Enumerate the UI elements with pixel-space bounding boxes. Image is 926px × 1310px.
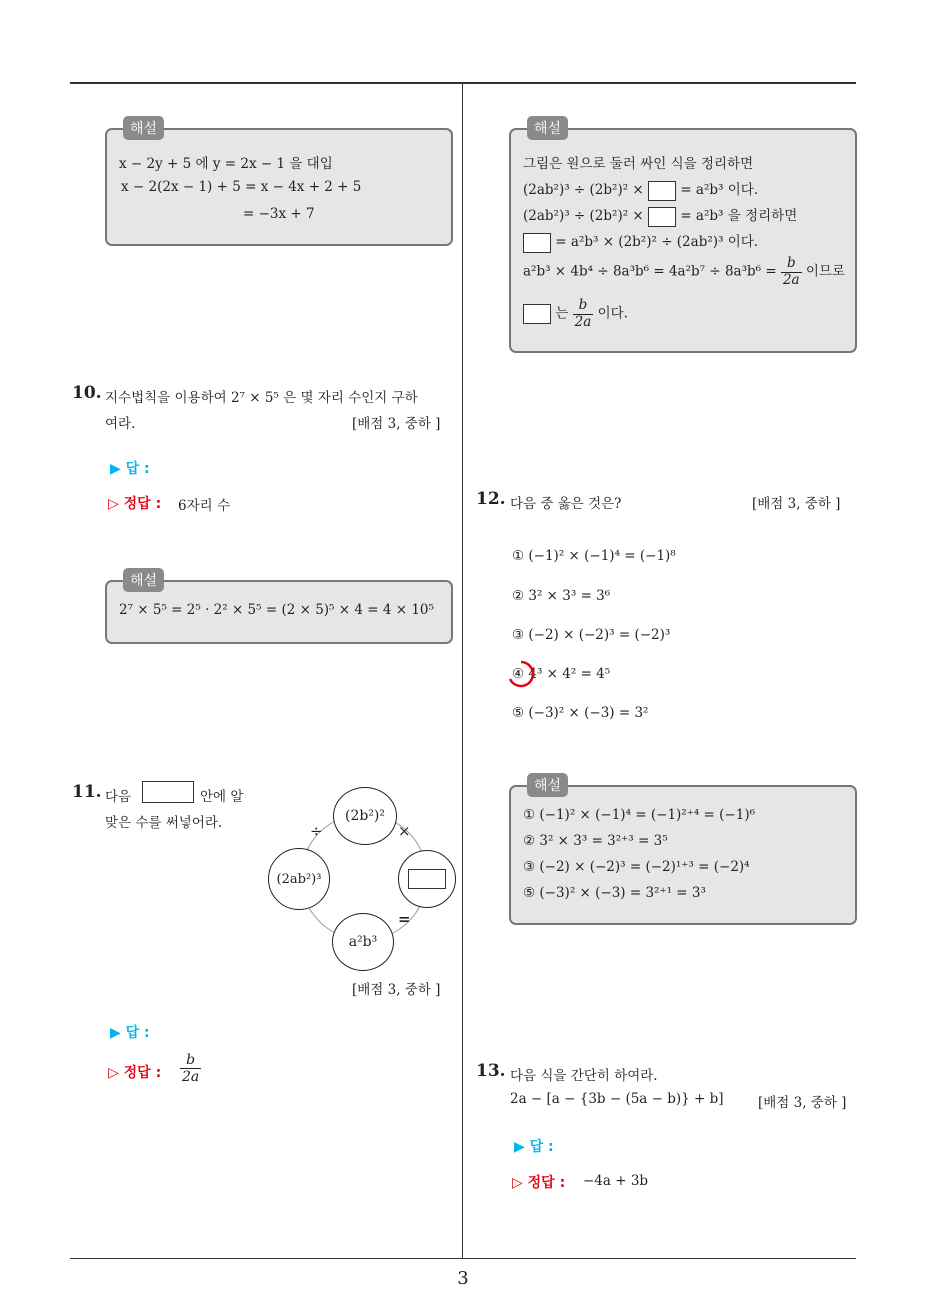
solution-tag: 해설 bbox=[527, 116, 568, 140]
solution-line bbox=[523, 230, 758, 253]
question-text: 맞은 수를 써넣어라. bbox=[105, 815, 223, 831]
correct-label: ▷ 정답 : bbox=[108, 1065, 162, 1081]
score-label: [배점 3, 중하 ] bbox=[752, 496, 841, 512]
option-3[interactable]: ③ (−2) × (−2)³ = (−2)³ bbox=[512, 627, 671, 643]
solution-line bbox=[523, 178, 758, 201]
correct-answer: −4a + 3b bbox=[583, 1173, 649, 1189]
solution-text: = a²b³ × (2b²)² ÷ (2ab²)³ 이다. bbox=[555, 234, 759, 250]
bottom-rule bbox=[70, 1258, 856, 1259]
divide-operator: ÷ bbox=[310, 822, 323, 840]
column-divider bbox=[462, 84, 463, 1258]
question-text: 여라. bbox=[105, 416, 136, 432]
score-label: [배점 3, 중하 ] bbox=[352, 416, 441, 432]
option-5[interactable]: ⑤ (−3)² × (−3) = 3² bbox=[512, 705, 649, 721]
solution-text: = a²b³ 을 정리하면 bbox=[680, 208, 798, 224]
question-number: 10. bbox=[72, 383, 102, 403]
correct-answer-fraction bbox=[180, 1052, 201, 1085]
question-number: 12. bbox=[476, 489, 506, 509]
diagram-node-right bbox=[398, 850, 456, 908]
blank-box bbox=[408, 869, 446, 889]
solution-box-3 bbox=[509, 121, 857, 353]
solution-text: (2ab²)³ ÷ (2b²)² × bbox=[523, 182, 644, 198]
solution-box-1 bbox=[105, 121, 453, 246]
solution-text: (2ab²)³ ÷ (2b²)² × bbox=[523, 208, 644, 224]
option-1[interactable]: ① (−1)² × (−1)⁴ = (−1)⁸ bbox=[512, 548, 676, 564]
solution-line bbox=[523, 256, 845, 288]
blank-box bbox=[523, 233, 551, 253]
solution-tag: 해설 bbox=[123, 568, 164, 592]
diagram-node-top: (2b²)² bbox=[333, 787, 397, 845]
diagram-node-left: (2ab²)³ bbox=[268, 848, 330, 910]
score-label: [배점 3, 중하 ] bbox=[758, 1095, 847, 1111]
diagram-node-bottom: a²b³ bbox=[332, 913, 394, 971]
option-2[interactable]: ② 3² × 3³ = 3⁶ bbox=[512, 588, 611, 604]
question-expression: 2a − [a − {3b − (5a − b)} + b] bbox=[510, 1091, 724, 1107]
fraction-denominator: 2a bbox=[574, 313, 592, 330]
answer-label: ▶ 답 : bbox=[110, 461, 150, 477]
solution-text: = a²b³ 이다. bbox=[680, 182, 759, 198]
solution-line: x − 2y + 5 에 y = 2x − 1 을 대입 bbox=[119, 156, 333, 172]
question-text: 다음 중 옳은 것은? bbox=[510, 496, 622, 512]
solution-box-4 bbox=[509, 778, 857, 925]
blank-box bbox=[523, 304, 551, 324]
solution-line: ③ (−2) × (−2)³ = (−2)¹⁺³ = (−2)⁴ bbox=[523, 859, 750, 875]
fraction-numerator: b bbox=[573, 298, 594, 315]
correct-label: ▷ 정답 : bbox=[512, 1175, 566, 1191]
solution-box-2 bbox=[105, 573, 453, 644]
equals-operator: = bbox=[398, 910, 411, 928]
blank-box bbox=[648, 181, 676, 201]
solution-line: ① (−1)² × (−1)⁴ = (−1)²⁺⁴ = (−1)⁶ bbox=[523, 807, 755, 823]
solution-line: ⑤ (−3)² × (−3) = 3²⁺¹ = 3³ bbox=[523, 885, 706, 901]
solution-line: 그림은 원으로 둘러 싸인 식을 정리하면 bbox=[523, 156, 754, 172]
question-number: 11. bbox=[72, 782, 102, 802]
solution-text: 이다. bbox=[597, 305, 628, 322]
solution-line: 2⁷ × 5⁵ = 2⁵ · 2² × 5⁵ = (2 × 5)⁵ × 4 = 4 × 10⁵ bbox=[119, 602, 434, 618]
solution-line bbox=[523, 204, 797, 227]
blank-box bbox=[648, 207, 676, 227]
top-rule bbox=[70, 82, 856, 84]
blank-box bbox=[142, 781, 194, 803]
multiply-operator: × bbox=[398, 822, 411, 840]
question-number: 13. bbox=[476, 1061, 506, 1081]
solution-tag: 해설 bbox=[527, 773, 568, 797]
fraction-denominator: 2a bbox=[182, 1069, 200, 1086]
correct-label: ▷ 정답 : bbox=[108, 496, 162, 512]
answer-label: ▶ 답 : bbox=[110, 1025, 150, 1041]
page-number: 3 bbox=[457, 1268, 469, 1289]
solution-text: a²b³ × 4b⁴ ÷ 8a³b⁶ = 4a²b⁷ ÷ 8a³b⁶ = bbox=[523, 263, 777, 280]
option-4[interactable]: ④ 4³ × 4² = 4⁵ bbox=[512, 666, 611, 682]
solution-line: x − 2(2x − 1) + 5 = x − 4x + 2 + 5 bbox=[121, 179, 362, 195]
question-text: 안에 알 bbox=[200, 789, 244, 805]
answer-label: ▶ 답 : bbox=[514, 1139, 554, 1155]
question-text: 다음 식을 간단히 하여라. bbox=[510, 1068, 658, 1084]
score-label: [배점 3, 중하 ] bbox=[352, 982, 441, 998]
question-text: 다음 bbox=[105, 789, 132, 805]
question-text: 지수법칙을 이용하여 2⁷ × 5⁵ 은 몇 자리 수인지 구하 bbox=[105, 390, 418, 406]
fraction-denominator: 2a bbox=[782, 271, 800, 288]
solution-text: 는 bbox=[555, 305, 569, 322]
solution-line: = −3x + 7 bbox=[243, 206, 315, 222]
solution-tag: 해설 bbox=[123, 116, 164, 140]
selected-circle-mark bbox=[505, 658, 537, 690]
solution-text: 이므로 bbox=[805, 263, 846, 280]
fraction-numerator: b bbox=[180, 1052, 201, 1069]
solution-line bbox=[523, 298, 628, 330]
solution-line: ② 3² × 3³ = 3²⁺³ = 3⁵ bbox=[523, 833, 668, 849]
correct-answer: 6자리 수 bbox=[178, 498, 231, 514]
fraction-numerator: b bbox=[781, 256, 802, 273]
